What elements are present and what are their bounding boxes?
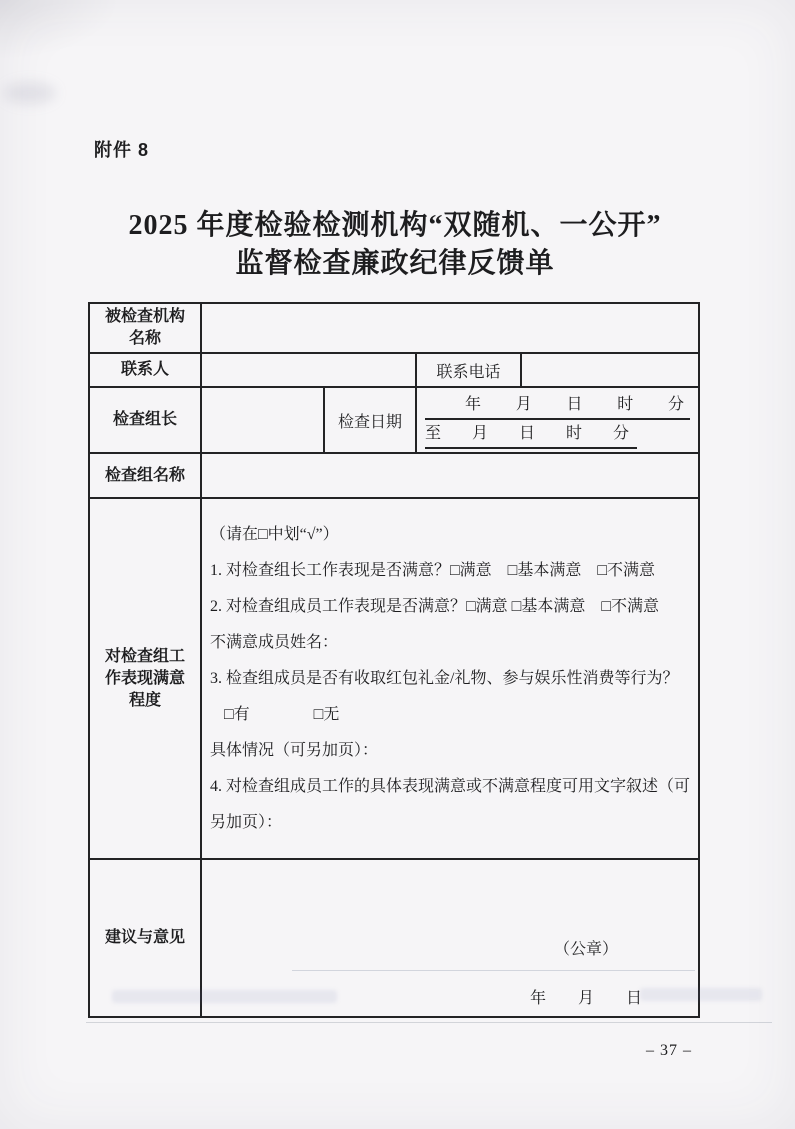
contact-phone-label: 联系电话 (416, 353, 521, 387)
official-seal-placeholder: （公章） (554, 941, 619, 958)
row-leader (89, 387, 699, 453)
leader-value-cell (201, 387, 324, 453)
inspection-date-label: 检查日期 (324, 387, 416, 453)
team-name-value-cell (201, 453, 699, 498)
unsatisfied-member-names-line: 不满意成员姓名： (210, 633, 339, 651)
row-team-name (89, 453, 699, 498)
checkbox-instruction: （请在□中划“√”） (210, 525, 339, 543)
page-number: – 37 – (646, 1042, 692, 1059)
inspected-org-label: 被检查机构名称 (89, 303, 201, 353)
suggestion-label: 建议与意见 (89, 859, 201, 1017)
scan-corner-shade (0, 0, 120, 60)
inspection-date-cell (416, 387, 699, 453)
ink-bleed-artifact (112, 990, 337, 1003)
satisfaction-content-cell (201, 498, 699, 859)
scan-line-artifact (86, 1022, 772, 1023)
satisfaction-label: 对检查组工作表现满意程度 (89, 498, 201, 859)
satisfaction-question-2: 2. 对检查组成员工作表现是否满意？□满意 □基本满意 □不满意 (210, 597, 659, 615)
yes-no-options-line: □有 □无 (224, 705, 340, 723)
satisfaction-question-4: 4. 对检查组成员工作的具体表现满意或不满意程度可用文字叙述（可另加页）： (210, 777, 691, 831)
inspected-org-value-cell (201, 303, 699, 353)
row-contact (89, 353, 699, 387)
attachment-label: 附件 8 (94, 140, 150, 160)
satisfaction-question-1: 1. 对检查组长工作表现是否满意？□满意 □基本满意 □不满意 (210, 561, 655, 579)
signature-date-line: 年 月 日 (529, 990, 642, 1007)
feedback-form-table (88, 302, 700, 1018)
scan-smudge-artifact (4, 82, 56, 104)
scan-line-artifact (292, 970, 695, 971)
inspection-date-start-line: 年 月 日 时 分 (425, 391, 690, 420)
leader-label: 检查组长 (89, 387, 201, 453)
contact-phone-value-cell (521, 353, 699, 387)
team-name-label: 检查组名称 (89, 453, 201, 498)
document-title-line2: 监督检查廉政纪律反馈单 (235, 248, 555, 279)
details-line: 具体情况（可另加页）： (210, 741, 379, 759)
row-satisfaction (89, 498, 699, 859)
document-title (70, 207, 720, 283)
ink-bleed-artifact (640, 988, 762, 1001)
satisfaction-question-3: 3. 检查组成员是否有收取红包礼金/礼物、参与娱乐性消费等行为？ (210, 669, 679, 687)
row-inspected-org (89, 303, 699, 353)
contact-value-cell (201, 353, 416, 387)
inspection-date-end-line: 至 月 日 时 分 (425, 420, 637, 449)
document-title-line1: 2025 年度检验检测机构“双随机、一公开” (128, 210, 662, 241)
contact-label: 联系人 (89, 353, 201, 387)
